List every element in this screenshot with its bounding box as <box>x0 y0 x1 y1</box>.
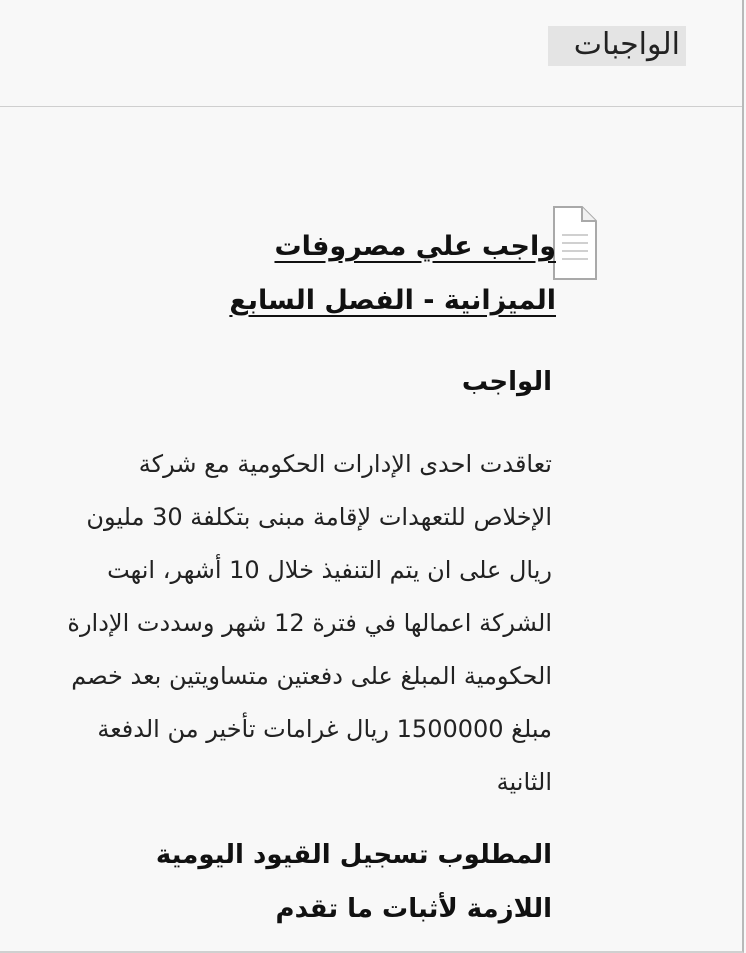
page-title: الواجبات <box>548 26 686 66</box>
assignment-requirement: المطلوب تسجيل القيود اليومية اللازمة لأثبات ما تقدم <box>155 840 552 924</box>
header <box>0 0 742 107</box>
assignment-link[interactable]: واجب علي مصروفات الميزانية - الفصل السابع <box>229 231 556 316</box>
assignment-heading: الواجب <box>461 367 552 397</box>
assignment-description: تعاقدت احدى الإدارات الحكومية مع شركة الإخلاص للتعهدات لإقامة مبنى بتكلفة 30 مليون ريال على ان يتم التنفيذ خلال 10 أشهر، انهت الشركة اعمالها في فترة 12 شهر وسددت الإدارة الحكومية المبلغ على دفعتين متساويتين بعد خصم مبلغ 1500000 ريال غرامات تأخير من الدفعة الثانية <box>67 450 552 796</box>
assignment-content <box>56 200 556 328</box>
